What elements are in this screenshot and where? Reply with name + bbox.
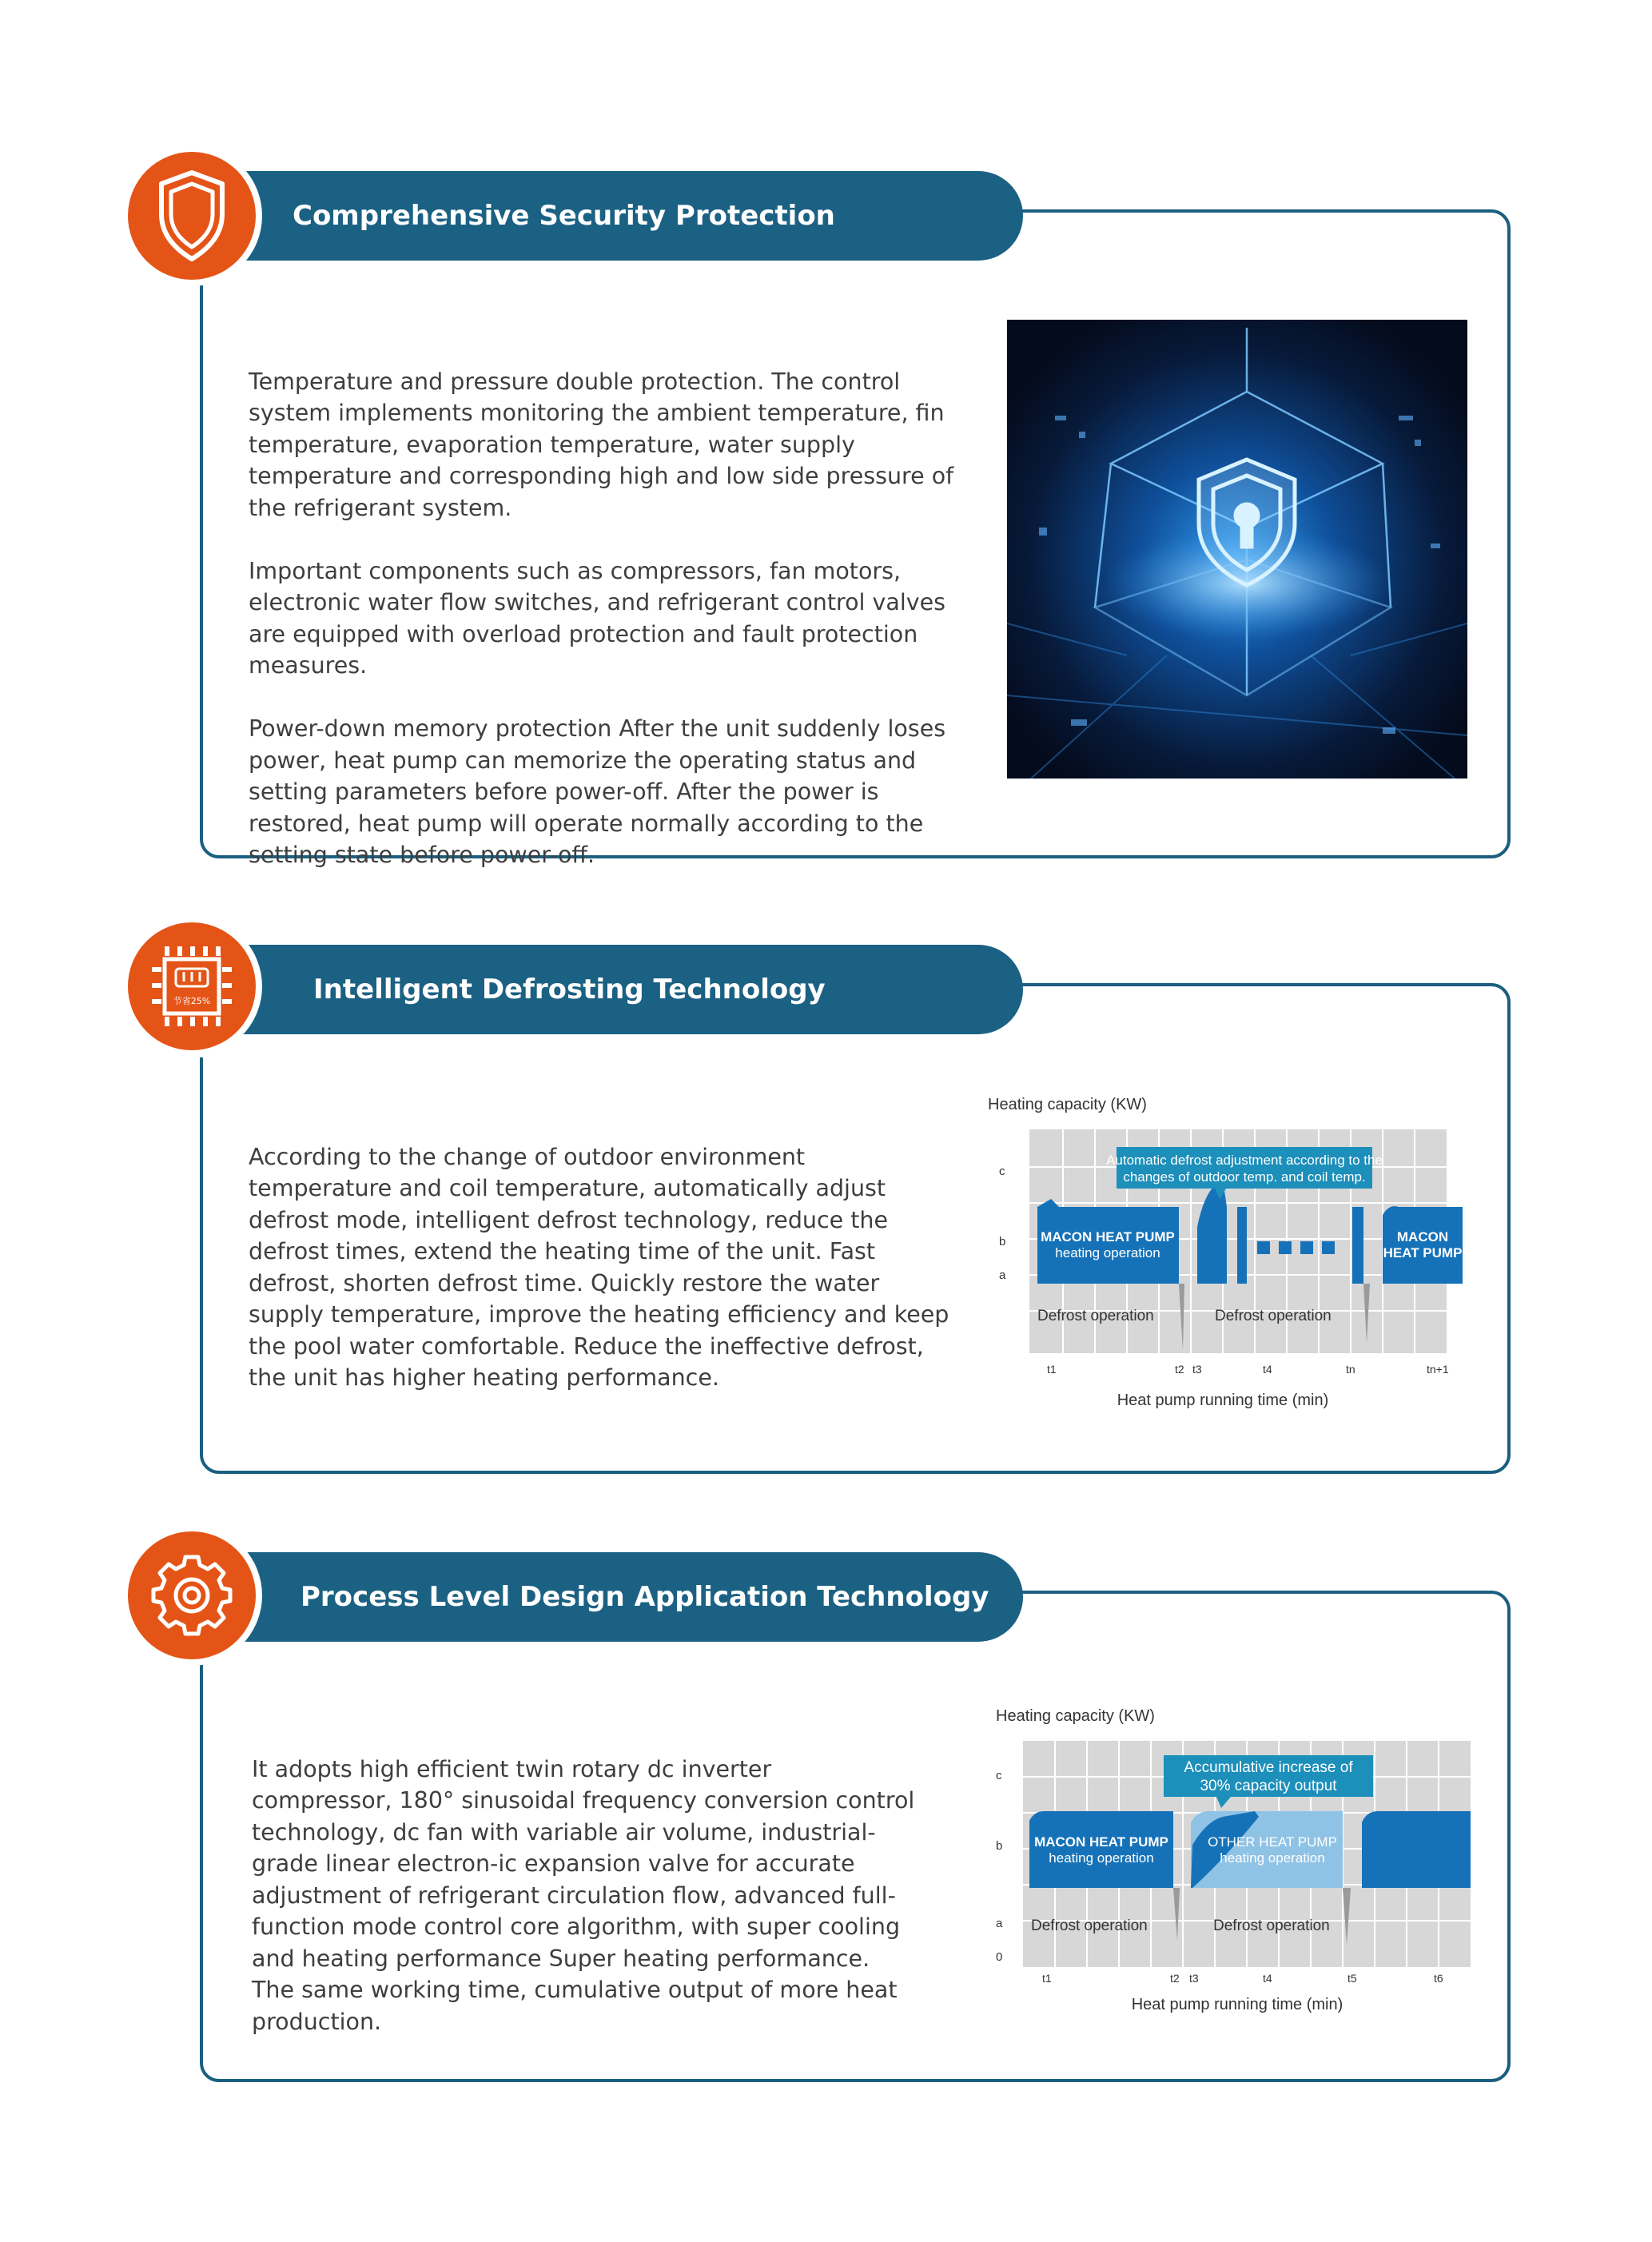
block-label: MACON	[1396, 1229, 1449, 1244]
x-tick: t2	[1175, 1363, 1184, 1376]
heating-block	[1237, 1207, 1247, 1284]
security-illustration	[1007, 320, 1467, 779]
x-tick: t4	[1263, 1363, 1272, 1376]
x-tick: t5	[1347, 1972, 1357, 1985]
defrost-label: Defrost operation	[1213, 1917, 1330, 1934]
callout-line: Accumulative increase of	[1184, 1759, 1353, 1776]
callout-line: changes of outdoor temp. and coil temp.	[1123, 1169, 1366, 1185]
x-tick: t3	[1192, 1363, 1202, 1376]
block-label: heating operation	[1220, 1850, 1325, 1866]
ellipsis-dot	[1300, 1241, 1313, 1254]
section-description	[252, 1722, 915, 2069]
section-banner	[240, 1552, 1023, 1642]
section-description	[249, 1109, 952, 1425]
ellipsis-dot	[1322, 1241, 1335, 1254]
block-label: MACON HEAT PUMP	[1034, 1834, 1168, 1850]
paragraph: Power-down memory protection After the unit suddenly loses power, heat pump can memorize the operating status and setting parameters before power-off. After the power is restored, heat pump will operate normally according to the setting state before power-off.	[249, 715, 946, 868]
y-tick: b	[999, 1235, 1006, 1248]
y-ticks	[999, 1165, 1006, 1282]
section-badge	[121, 916, 262, 1057]
section-title: Intelligent Defrosting Technology	[313, 974, 826, 1006]
shield-icon	[128, 152, 256, 280]
x-tick: t6	[1434, 1972, 1443, 1985]
ellipsis-dot	[1279, 1241, 1292, 1254]
chip-label: 节省25%	[173, 996, 211, 1006]
block-label: heating operation	[1055, 1245, 1160, 1260]
x-ticks	[1047, 1363, 1449, 1376]
section-title: Process Level Design Application Technology	[301, 1581, 989, 1613]
x-tick: t1	[1047, 1363, 1057, 1376]
x-ticks	[1042, 1972, 1443, 1985]
block-label: OTHER HEAT PUMP	[1208, 1834, 1337, 1850]
y-axis-label: Heating capacity (KW)	[988, 1096, 1147, 1113]
y-tick: c	[996, 1769, 1002, 1782]
x-tick: tn+1	[1427, 1363, 1449, 1376]
callout-line: 30% capacity output	[1200, 1778, 1337, 1794]
y-tick: b	[996, 1839, 1003, 1853]
heating-block	[1029, 1811, 1173, 1888]
defrost-label: Defrost operation	[1215, 1308, 1332, 1324]
paragraph: According to the change of outdoor environment temperature and coil temperature, automatically adjust defrost mode, intelligent defrost technology, reduce the defrost times, extend the heating time of the unit. Fast defrost, shorten defrost time. Quickly restore the water supply temperature, improve the heating efficiency and keep the pool water comfortable. Reduce the ineffective defrost, the unit has higher heating performance.	[249, 1143, 949, 1391]
defrost-label: Defrost operation	[1037, 1308, 1154, 1324]
defrost-chart	[983, 1087, 1495, 1423]
capacity-chart	[983, 1701, 1495, 2029]
x-tick: tn	[1346, 1363, 1355, 1376]
block-label: HEAT PUMP	[1383, 1245, 1463, 1260]
paragraph: It adopts high efficient twin rotary dc inverter compressor, 180° sinusoidal frequency conversion control technology, dc fan with variable air volume, industrial-grade linear electron-ic expansion valve for accurate adjustment of refrigerant circulation flow, advanced full-function mode control core algorithm, with super cooling and heating performance Super heating performance. The same working time, cumulative output of more heat production.	[252, 1755, 915, 2035]
x-tick: t4	[1263, 1972, 1272, 1985]
callout-line: Automatic defrost adjustment according to the	[1106, 1153, 1383, 1168]
x-tick: t1	[1042, 1972, 1052, 1985]
section-badge	[121, 1525, 262, 1666]
chip-icon	[128, 922, 256, 1050]
y-axis-label: Heating capacity (KW)	[996, 1707, 1155, 1725]
y-tick: 0	[996, 1950, 1003, 1964]
section-title: Comprehensive Security Protection	[293, 200, 835, 232]
section-banner	[240, 945, 1023, 1034]
x-tick: t2	[1170, 1972, 1180, 1985]
heating-block	[1352, 1207, 1363, 1284]
y-ticks	[996, 1769, 1003, 1964]
y-tick: c	[999, 1165, 1005, 1178]
block-label: MACON HEAT PUMP	[1041, 1229, 1175, 1244]
x-axis-label: Heat pump running time (min)	[1131, 1996, 1343, 2013]
x-tick: t3	[1189, 1972, 1199, 1985]
y-tick: a	[996, 1917, 1003, 1930]
heating-block	[1362, 1811, 1471, 1888]
paragraph: Temperature and pressure double protection. The control system implements monitoring the ambient temperature, fin temperature, evaporation temperature, water supply temperature and corresponding high and low side pressure of the refrigerant system.	[249, 368, 954, 521]
section-description	[249, 334, 984, 902]
section-banner	[240, 171, 1023, 261]
defrost-label: Defrost operation	[1031, 1917, 1148, 1934]
gear-icon	[128, 1531, 256, 1659]
x-axis-label: Heat pump running time (min)	[1117, 1392, 1329, 1409]
paragraph: Important components such as compressors, fan motors, electronic water flow switches, and refrigerant control valves are equipped with overload protection and fault protection measures.	[249, 557, 945, 679]
section-badge	[121, 145, 262, 286]
ellipsis-dot	[1257, 1241, 1270, 1254]
block-label: heating operation	[1049, 1850, 1154, 1866]
y-tick: a	[999, 1268, 1006, 1282]
